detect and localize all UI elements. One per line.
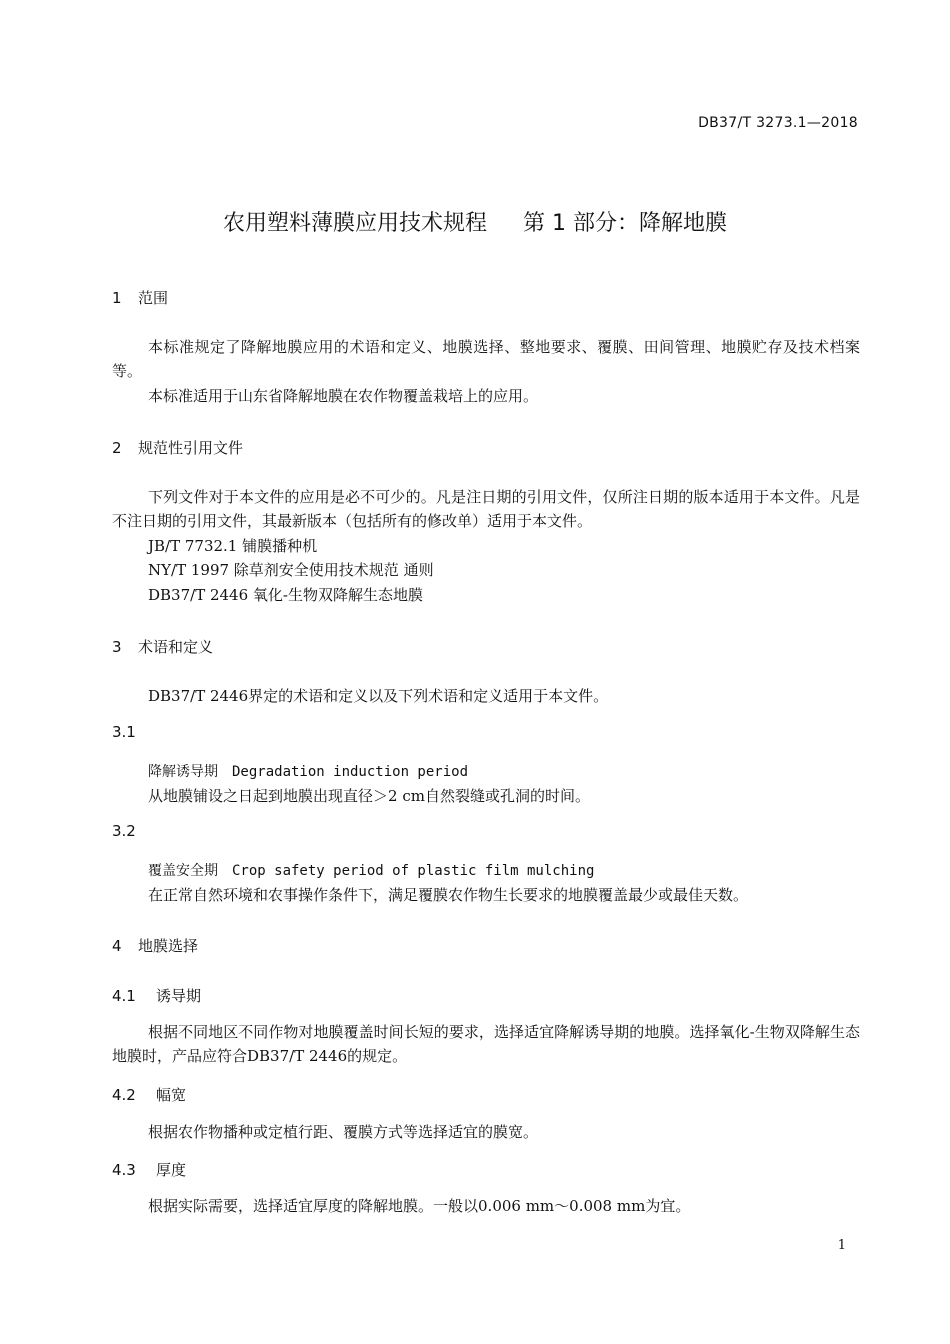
- title-main: 农用塑料薄膜应用技术规程: [223, 211, 488, 236]
- section-number: 4.3: [112, 1161, 136, 1179]
- section-title: 诱导期: [156, 987, 202, 1005]
- section-1-heading: [112, 287, 168, 308]
- section-3-heading: [112, 636, 213, 657]
- section-4-heading: [112, 935, 198, 956]
- document-title: [0, 206, 950, 237]
- document-code: DB37/T 3273.1—2018: [698, 115, 858, 131]
- section-4-1-heading: [112, 985, 201, 1006]
- term-3-1-title: [148, 761, 468, 781]
- term-3-1-definition: 从地膜铺设之日起到地膜出现直径＞2 cm自然裂缝或孔洞的时间。: [148, 787, 590, 805]
- section-2-paragraph: 下列文件对于本文件的应用是必不可少的。凡是注日期的引用文件，仅所注日期的版本适用于本文件。凡是不注日期的引用文件，其最新版本（包括所有的修改单）适用于本文件。: [112, 488, 860, 530]
- section-number: 1: [112, 289, 122, 307]
- section-4-2-paragraph: 根据农作物播种或定植行距、覆膜方式等选择适宜的膜宽。: [148, 1123, 539, 1141]
- title-part: 第 1 部分：降解地膜: [523, 211, 727, 236]
- reference-item: NY/T 1997 除草剂安全使用技术规范 通则: [148, 561, 434, 579]
- section-title: 幅宽: [156, 1086, 187, 1104]
- term-3-1-number: 3.1: [112, 723, 136, 741]
- reference-item: DB37/T 2446 氧化-生物双降解生态地膜: [148, 586, 423, 604]
- section-1-paragraph-2: 本标准适用于山东省降解地膜在农作物覆盖栽培上的应用。: [148, 387, 539, 405]
- section-number: 3: [112, 638, 122, 656]
- term-3-2-definition: 在正常自然环境和农事操作条件下，满足覆膜农作物生长要求的地膜覆盖最少或最佳天数。: [148, 886, 749, 904]
- section-number: 4: [112, 937, 122, 955]
- section-3-paragraph: DB37/T 2446界定的术语和定义以及下列术语和定义适用于本文件。: [148, 687, 609, 705]
- section-4-2-heading: [112, 1084, 186, 1105]
- section-title: 术语和定义: [138, 638, 214, 656]
- term-3-2-number: 3.2: [112, 822, 136, 840]
- page-number: 1: [837, 1238, 846, 1253]
- section-1-paragraph-1: 本标准规定了降解地膜应用的术语和定义、地膜选择、整地要求、覆膜、田间管理、地膜贮存及技术档案等。: [112, 338, 860, 380]
- section-title: 范围: [138, 289, 169, 307]
- section-number: 4.2: [112, 1086, 136, 1104]
- section-number: 4.1: [112, 987, 136, 1005]
- section-title: 厚度: [156, 1161, 187, 1179]
- section-2-heading: [112, 437, 243, 458]
- term-3-2-title: [148, 860, 594, 880]
- term-chinese: 降解诱导期: [148, 764, 218, 780]
- term-english: Crop safety period of plastic film mulching: [232, 863, 595, 879]
- section-4-1-paragraph: 根据不同地区不同作物对地膜覆盖时间长短的要求，选择适宜降解诱导期的地膜。选择氧化-生物双降解生态地膜时，产品应符合DB37/T 2446的规定。: [112, 1023, 860, 1065]
- section-title: 规范性引用文件: [138, 439, 244, 457]
- section-4-3-heading: [112, 1159, 186, 1180]
- section-number: 2: [112, 439, 122, 457]
- reference-item: JB/T 7732.1 铺膜播种机: [148, 537, 318, 555]
- term-english: Degradation induction period: [232, 764, 469, 780]
- section-title: 地膜选择: [138, 937, 199, 955]
- section-4-3-paragraph: 根据实际需要，选择适宜厚度的降解地膜。一般以0.006 mm～0.008 mm为宜。: [148, 1197, 691, 1215]
- term-chinese: 覆盖安全期: [148, 863, 218, 879]
